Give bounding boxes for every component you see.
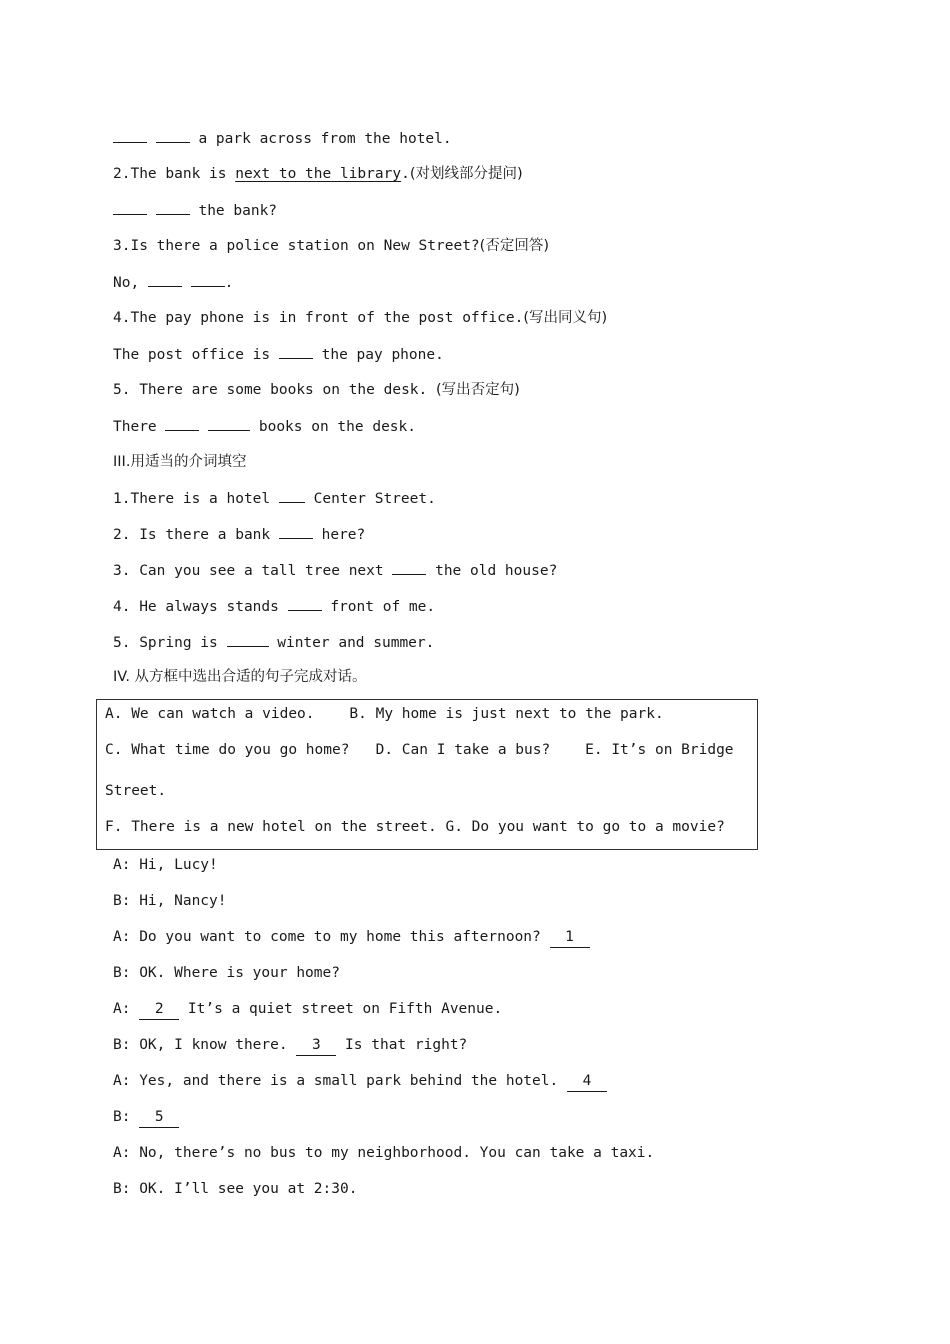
blank[interactable] [191, 272, 225, 287]
dialogue-line [113, 927, 590, 948]
question-4 [113, 308, 607, 328]
dialogue-line [113, 1035, 467, 1056]
blank[interactable] [113, 128, 147, 143]
question-5 [113, 380, 520, 400]
prep-item-4 [113, 596, 435, 617]
dialogue-line: A: Hi, Lucy! [113, 857, 218, 873]
text: A: [113, 1001, 140, 1017]
numbered-blank[interactable]: 1 [550, 927, 590, 948]
text: 4. He always stands [113, 599, 288, 615]
dialogue-line: B: Hi, Nancy! [113, 893, 227, 909]
text: A: Do you want to come to my home this afternoon? [113, 929, 550, 945]
blank[interactable] [208, 416, 250, 431]
text: 5. There are some books on the desk. [113, 382, 437, 398]
answer-line-3 [113, 272, 233, 293]
options-line-3: Street. [105, 783, 167, 799]
question-3 [113, 236, 549, 256]
question-2 [113, 164, 523, 184]
blank[interactable] [113, 200, 147, 215]
answer-line-2 [113, 200, 277, 221]
text: 1.There is a hotel [113, 491, 279, 507]
text: 5. Spring is [113, 635, 227, 651]
prep-item-3 [113, 560, 557, 581]
text: . [224, 275, 234, 291]
blank[interactable] [279, 488, 305, 503]
blank[interactable] [156, 200, 190, 215]
text: Center Street. [304, 491, 436, 507]
numbered-blank[interactable]: 2 [139, 999, 179, 1020]
blank[interactable] [392, 560, 426, 575]
text: Is that right? [336, 1037, 468, 1053]
instruction: (对划线部分提问) [409, 166, 523, 182]
section-4-title: IV. 从方框中选出合适的句子完成对话。 [113, 669, 367, 685]
options-box [96, 699, 758, 850]
answer-line-5 [113, 416, 416, 437]
instruction: (否定回答) [479, 238, 549, 254]
text: the old house? [426, 563, 558, 579]
blank[interactable] [279, 344, 313, 359]
section-3-title: III.用适当的介词填空 [113, 454, 247, 470]
blank[interactable] [288, 596, 322, 611]
dialogue-line [113, 1107, 179, 1128]
prep-item-5 [113, 632, 434, 653]
numbered-blank[interactable]: 5 [139, 1107, 179, 1128]
text: winter and summer. [268, 635, 435, 651]
dialogue-line: B: OK. I’ll see you at 2:30. [113, 1181, 358, 1197]
instruction: (写出同义句) [523, 310, 608, 326]
dialogue-line [113, 1071, 607, 1092]
text: 2.The bank is [113, 166, 236, 182]
text: 3. Can you see a tall tree next [113, 563, 393, 579]
blank[interactable] [156, 128, 190, 143]
text: 3.Is there a police station on New Street? [113, 238, 480, 254]
text: The post office is [113, 347, 279, 363]
dialogue-line [113, 999, 502, 1020]
text: A: Yes, and there is a small park behind the hotel. [113, 1073, 567, 1089]
blank[interactable] [165, 416, 199, 431]
text: B: OK, I know there. [113, 1037, 297, 1053]
options-line-2: C. What time do you go home? D. Can I take a bus? E. It’s on Bridge [105, 742, 734, 758]
prep-item-2 [113, 524, 365, 545]
text: here? [312, 527, 366, 543]
text: . [401, 166, 410, 182]
text: the pay phone. [312, 347, 444, 363]
text: There [113, 419, 166, 435]
dialogue-line: A: No, there’s no bus to my neighborhood. You can take a taxi. [113, 1145, 655, 1161]
dialogue-line: B: OK. Where is your home? [113, 965, 340, 981]
text: a park across from the hotel. [189, 131, 452, 147]
blank[interactable] [148, 272, 182, 287]
numbered-blank[interactable]: 4 [567, 1071, 607, 1092]
underlined-text: next to the library [235, 166, 402, 182]
instruction: (写出否定句) [436, 382, 520, 398]
numbered-blank[interactable]: 3 [296, 1035, 336, 1056]
text: books on the desk. [250, 419, 416, 435]
text: the bank? [189, 203, 278, 219]
answer-line-1 [113, 128, 452, 149]
options-line-4: F. There is a new hotel on the street. G. Do you want to go to a movie? [105, 819, 725, 835]
text: 4.The pay phone is in front of the post office. [113, 310, 524, 326]
text: front of me. [321, 599, 436, 615]
answer-line-4 [113, 344, 444, 365]
blank[interactable] [279, 524, 313, 539]
options-line-1: A. We can watch a video. B. My home is just next to the park. [105, 706, 664, 722]
text: B: [113, 1109, 140, 1125]
prep-item-1 [113, 488, 436, 509]
text: No, [113, 275, 148, 291]
text: 2. Is there a bank [113, 527, 279, 543]
text: It’s a quiet street on Fifth Avenue. [179, 1001, 503, 1017]
blank[interactable] [227, 632, 269, 647]
